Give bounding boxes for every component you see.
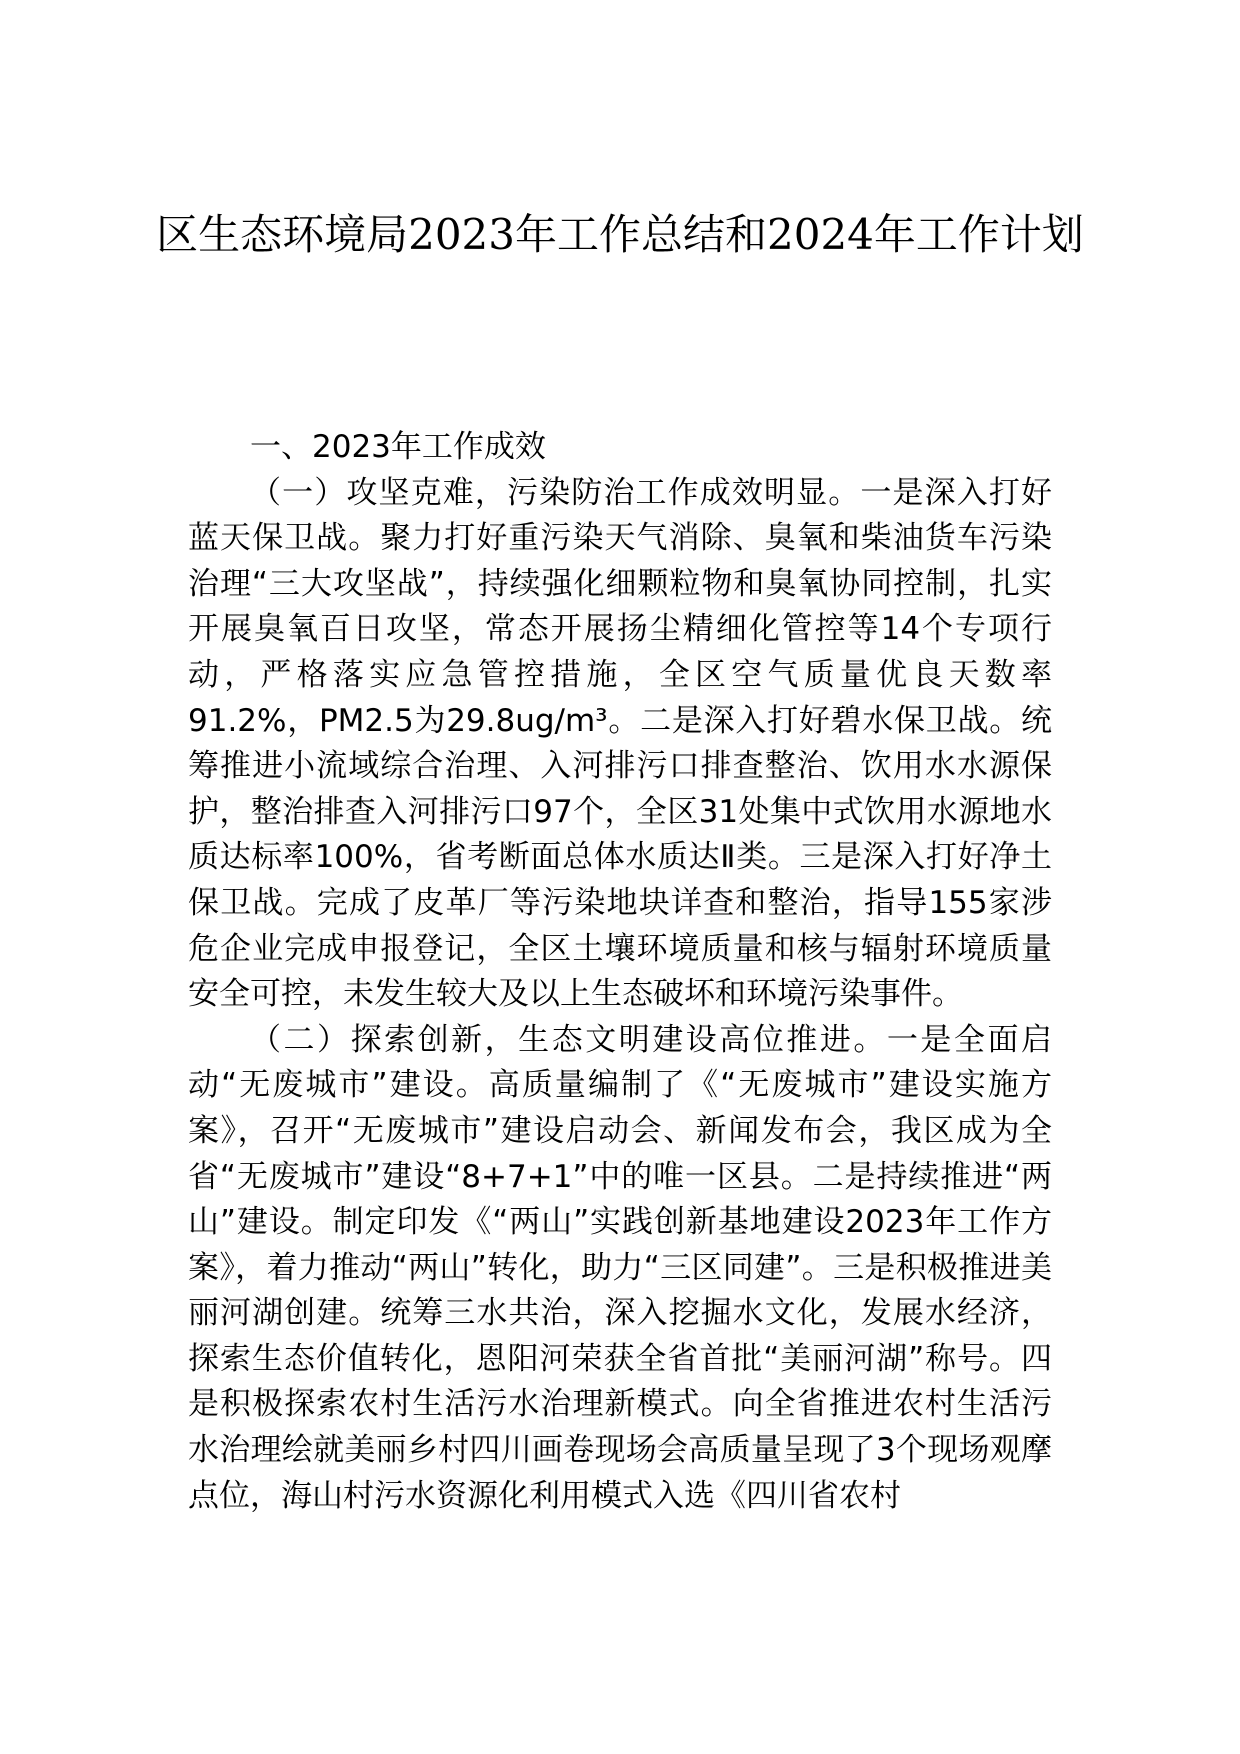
document-body (188, 425, 1052, 1519)
paragraph-ecological-civilization: （二）探索创新，生态文明建设高位推进。一是全面启动“无废城市”建设。高质量编制了《“无废城市”建设实施方案》，召开“无废城市”建设启动会、新闻发布会，我区成为全省“无废城市”建设“8+7+1”中的唯一区县。二是持续推进“两山”建设。制定印发《“两山”实践创新基地建设2023年工作方案》，着力推动“两山”转化，助力“三区同建”。三是积极推进美丽河湖创建。统筹三水共治，深入挖掘水文化，发展水经济，探索生态价值转化，恩阳河荣获全省首批“美丽河湖”称号。四是积极探索农村生活污水治理新模式。向全省推进农村生活污水治理绘就美丽乡村四川画卷现场会高质量呈现了3个现场观摩点位，海山村污水资源化利用模式入选《四川省农村 (188, 1021, 1052, 1514)
document-title: 区生态环境局2023年工作总结和2024年工作计划 (156, 210, 1084, 259)
section-heading: 一、2023年工作成效 (250, 429, 546, 465)
paragraph-pollution-control: （一）攻坚克难，污染防治工作成效明显。一是深入打好蓝天保卫战。聚力打好重污染天气消除、臭氧和柴油货车污染治理“三大攻坚战”，持续强化细颗粒物和臭氧协同控制，扎实开展臭氧百日攻坚，常态开展扬尘精细化管控等14个专项行动，严格落实应急管控措施，全区空气质量优良天数率91.2%，PM2.5为29.8ug/m³。二是深入打好碧水保卫战。统筹推进小流域综合治理、入河排污口排查整治、饮用水水源保护，整治排查入河排污口97个，全区31处集中式饮用水源地水质达标率100%，省考断面总体水质达Ⅱ类。三是深入打好净土保卫战。完成了皮革厂等污染地块详查和整治，指导155家涉危企业完成申报登记，全区土壤环境质量和核与辐射环境质量安全可控，未发生较大及以上生态破坏和环境污染事件。 (188, 474, 1052, 1013)
